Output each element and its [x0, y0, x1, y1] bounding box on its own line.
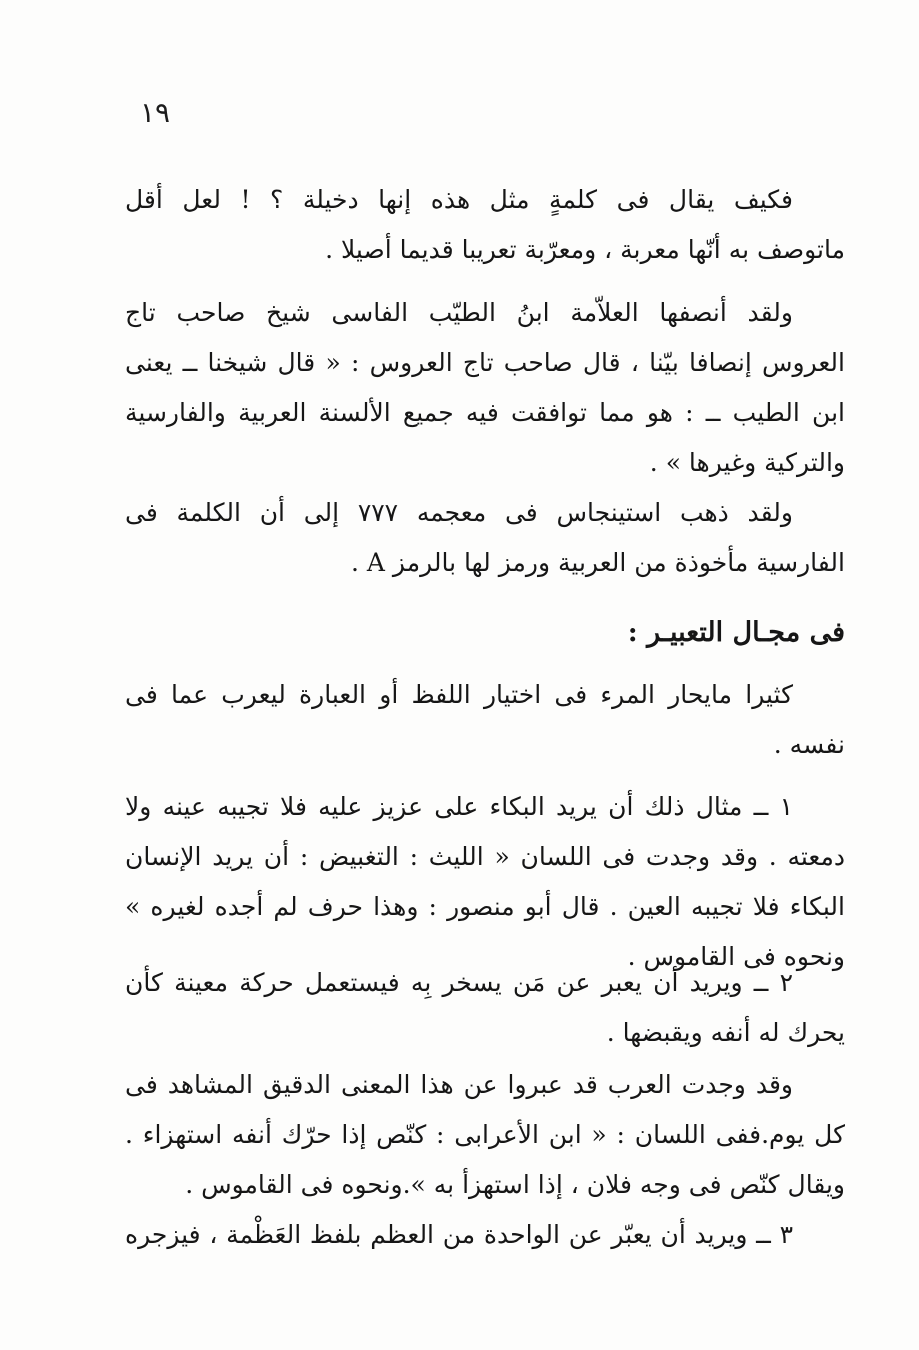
paragraph-line: ويقال كنّص فى وجه فلان ، إذا استهزأ به ».ونحوه فى القاموس . — [185, 1170, 845, 1199]
paragraph-line: دمعته . وقد وجدت فى اللسان « الليث : التغبيض : أن يريد الإنسان — [125, 842, 845, 871]
paragraph-line: والتركية وغيرها » . — [649, 448, 845, 477]
paragraph-line: يحرك له أنفه ويقبضها . — [606, 1018, 845, 1047]
paragraph-line: ١ ــ مثال ذلك أن يريد البكاء على عزيز عليه فلا تجيبه عينه ولا — [125, 792, 793, 821]
paragraph-line: ابن الطيب ــ : هو مما توافقت فيه جميع الألسنة العربية والفارسية — [125, 398, 845, 427]
paragraph-line: كثيرا مايحار المرء فى اختيار اللفظ أو العبارة ليعرب عما فى — [125, 680, 793, 709]
paragraph-line: ٣ ــ ويريد أن يعبّر عن الواحدة من العظم بلفظ العَظْمة ، فيزجره — [125, 1220, 793, 1249]
paragraph-line: الفارسية مأخوذة من العربية ورمز لها بالرمز A . — [350, 548, 845, 577]
paragraph-line: وقد وجدت العرب قد عبروا عن هذا المعنى الدقيق المشاهد فى — [125, 1070, 793, 1099]
paragraph-line: ماتوصف به أنّها معربة ، ومعرّبة تعريبا قديما أصيلا . — [325, 235, 845, 264]
paragraph-line: ولقد أنصفها العلاّمة ابنُ الطيّب الفاسى شيخ صاحب تاج — [125, 298, 793, 327]
paragraph-line: نفسه . — [773, 730, 845, 759]
page-number: ١٩ — [140, 96, 171, 129]
paragraph-line: العروس إنصافا بيّنا ، قال صاحب تاج العروس : « قال شيخنا ــ يعنى — [125, 348, 845, 377]
paragraph-line: ولقد ذهب استينجاس فى معجمه ٧٧٧ إلى أن الكلمة فى — [125, 498, 793, 527]
paragraph-line: كل يوم.ففى اللسان : « ابن الأعرابى : كنّص إذا حرّك أنفه استهزاء . — [125, 1120, 845, 1149]
paragraph-line: ٢ ــ ويريد أن يعبر عن مَن يسخر بِه فيستعمل حركة معينة كأن — [125, 968, 793, 997]
paragraph-line: البكاء فلا تجيبه العين . قال أبو منصور : وهذا حرف لم أجده لغيره » — [125, 892, 845, 921]
paragraph-line: فكيف يقال فى كلمةٍ مثل هذه إنها دخيلة ؟ ! لعل أقل — [125, 185, 793, 214]
paragraph-line: ونحوه فى القاموس . — [627, 942, 845, 971]
section-heading: فى مجـال التعبيـر : — [627, 617, 845, 648]
